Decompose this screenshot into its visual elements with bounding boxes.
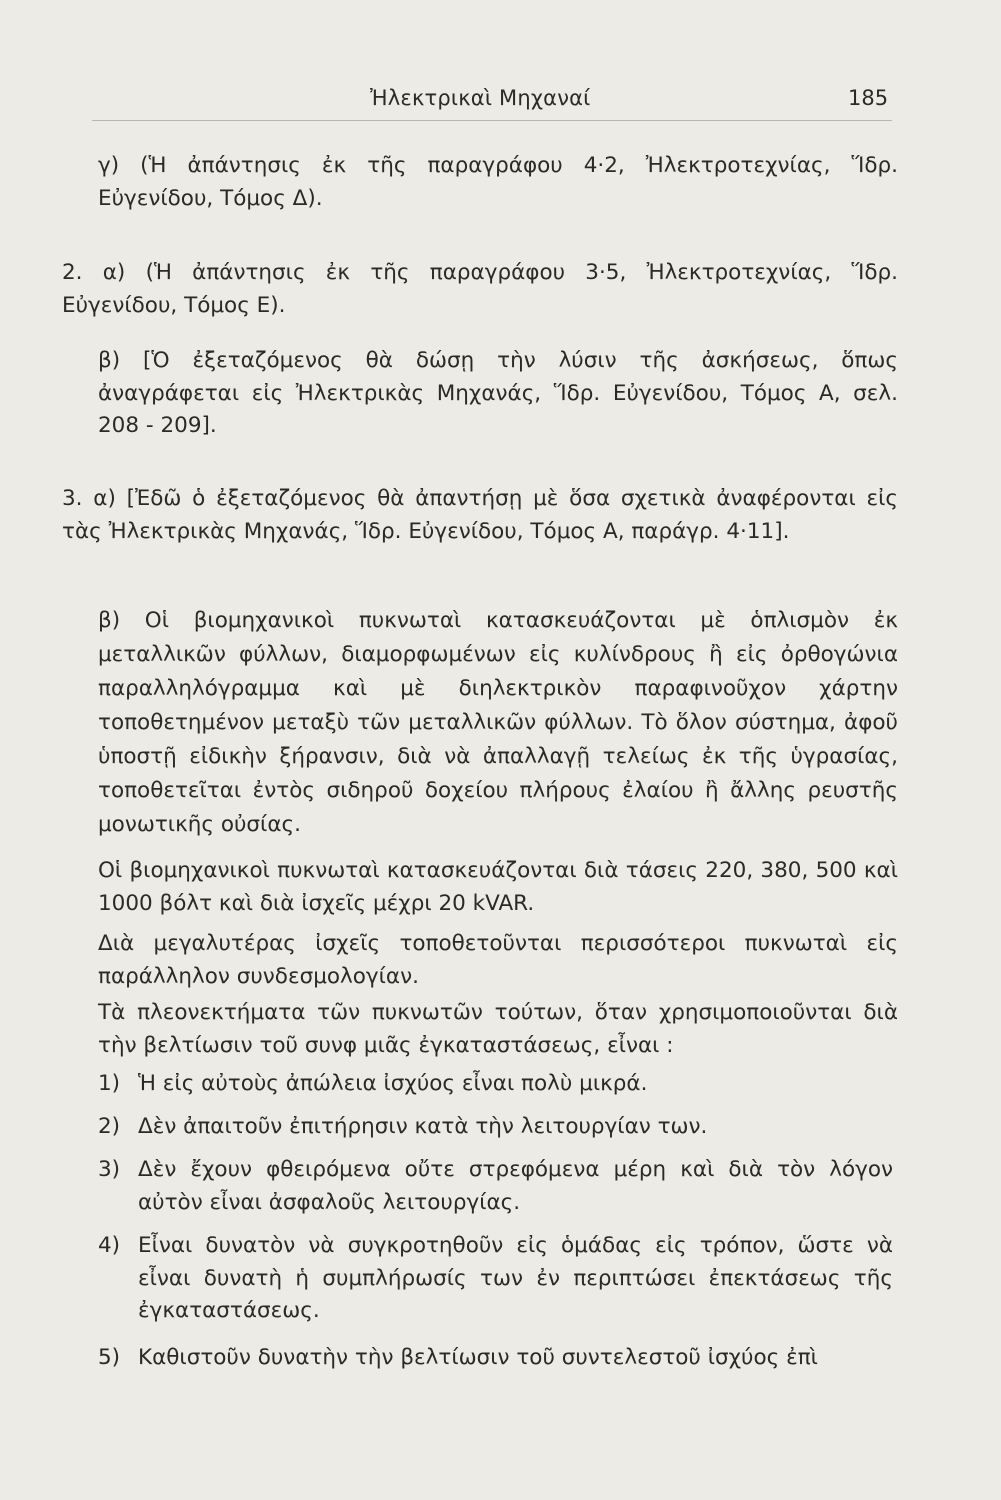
paragraph-1g: γ) (Ἡ ἀπάντησις ἐκ τῆς παραγράφου 4·2, Ἠλεκτροτεχνίας, Ἵδρ. Εὐγενίδου, Τόμος Δ). [98, 153, 898, 211]
paragraph-3b: β) Οἱ βιομηχανικοὶ πυκνωταὶ κατασκευάζονται μὲ ὁπλισμὸν ἐκ μεταλλικῶν φύλλων, διαμορφωμένων εἰς κυλίνδρους ἢ εἰς ὀρθογώνια παραλληλόγραμμα καὶ μὲ διηλεκτρικὸν παραφινοῦχον χάρτην τοποθετημένον μεταξὺ τῶν μεταλλικῶν φύλλων. Τὸ ὅλον σύστημα, ἀφοῦ ὑποστῇ εἰδικὴν ξήρανσιν, διὰ νὰ ἀπαλλαγῇ τελείως ἐκ τῆς ὑγρασίας, τοποθετεῖται ἐντὸς σιδηροῦ δοχείου πλήρους ἐλαίου ἢ ἄλλης ρευστῆς μονωτικῆς οὐσίας. [98, 608, 898, 837]
list-item-text: Εἶναι δυνατὸν νὰ συγκροτηθοῦν εἰς ὁμάδας εἰς τρόπον, ὥστε νὰ εἶναι δυνατὴ ἡ συμπλήρωσίς των ἐν περιπτώσει ἐπεκτάσεως τῆς ἐγκαταστάσεως. [138, 1233, 893, 1323]
paragraph-2b: β) [Ὁ ἐξεταζόμενος θὰ δώσῃ τὴν λύσιν τῆς ἀσκήσεως, ὅπως ἀναγράφεται εἰς Ἠλεκτρικὰς Μηχανάς, Ἵδρ. Εὐγενίδου, Τόμος Α, σελ. 208 - 209]. [98, 348, 898, 438]
paragraph-capacitor-ratings: Οἱ βιομηχανικοὶ πυκνωταὶ κατασκευάζονται διὰ τάσεις 220, 380, 500 καὶ 1000 βόλτ καὶ διὰ ἰσχεῖς μέχρι 20 kVAR. [98, 858, 898, 916]
list-item-text: Ἡ εἰς αὐτοὺς ἀπώλεια ἰσχύος εἶναι πολὺ μικρά. [138, 1071, 648, 1096]
list-item-number: 3) [98, 1157, 121, 1182]
list-item-number: 2) [98, 1114, 121, 1139]
paragraph-parallel: Διὰ μεγαλυτέρας ἰσχεῖς τοποθετοῦνται περισσότεροι πυκνωταὶ εἰς παράλληλον συνδεσμολογίαν. [98, 931, 898, 989]
list-item-number: 1) [98, 1071, 121, 1096]
list-item-text: Δὲν ἔχουν φθειρόμενα οὔτε στρεφόμενα μέρη καὶ διὰ τὸν λόγον αὐτὸν εἶναι ἀσφαλοῦς λειτουργίας. [138, 1157, 893, 1215]
header-rule [92, 120, 892, 121]
paragraph-3a: 3. α) [Ἐδῶ ὁ ἐξεταζόμενος θὰ ἀπαντήσῃ μὲ ὅσα σχετικὰ ἀναφέρονται εἰς τὰς Ἠλεκτρικὰς Μηχανάς, Ἵδρ. Εὐγενίδου, Τόμος Α, παράγρ. 4·11]. [62, 486, 898, 544]
list-item-text: Δὲν ἀπαιτοῦν ἐπιτήρησιν κατὰ τὴν λειτουργίαν των. [138, 1114, 708, 1139]
page-number: 185 [848, 86, 889, 110]
list-item-text: Καθιστοῦν δυνατὴν τὴν βελτίωσιν τοῦ συντελεστοῦ ἰσχύος ἐπὶ [138, 1345, 818, 1370]
list-item-number: 4) [98, 1233, 121, 1258]
list-item-number: 5) [98, 1345, 121, 1370]
paragraph-2a: 2. α) (Ἡ ἀπάντησις ἐκ τῆς παραγράφου 3·5, Ἠλεκτροτεχνίας, Ἵδρ. Εὐγενίδου, Τόμος Ε). [62, 260, 898, 318]
page-header [0, 80, 1001, 120]
paragraph-advantages-intro: Τὰ πλεονεκτήματα τῶν πυκνωτῶν τούτων, ὅταν χρησιμοποιοῦνται διὰ τὴν βελτίωσιν τοῦ συνφ μιᾶς ἐγκαταστάσεως, εἶναι : [98, 1000, 898, 1058]
running-title: Ἠλεκτρικαὶ Μηχαναί [370, 86, 591, 110]
